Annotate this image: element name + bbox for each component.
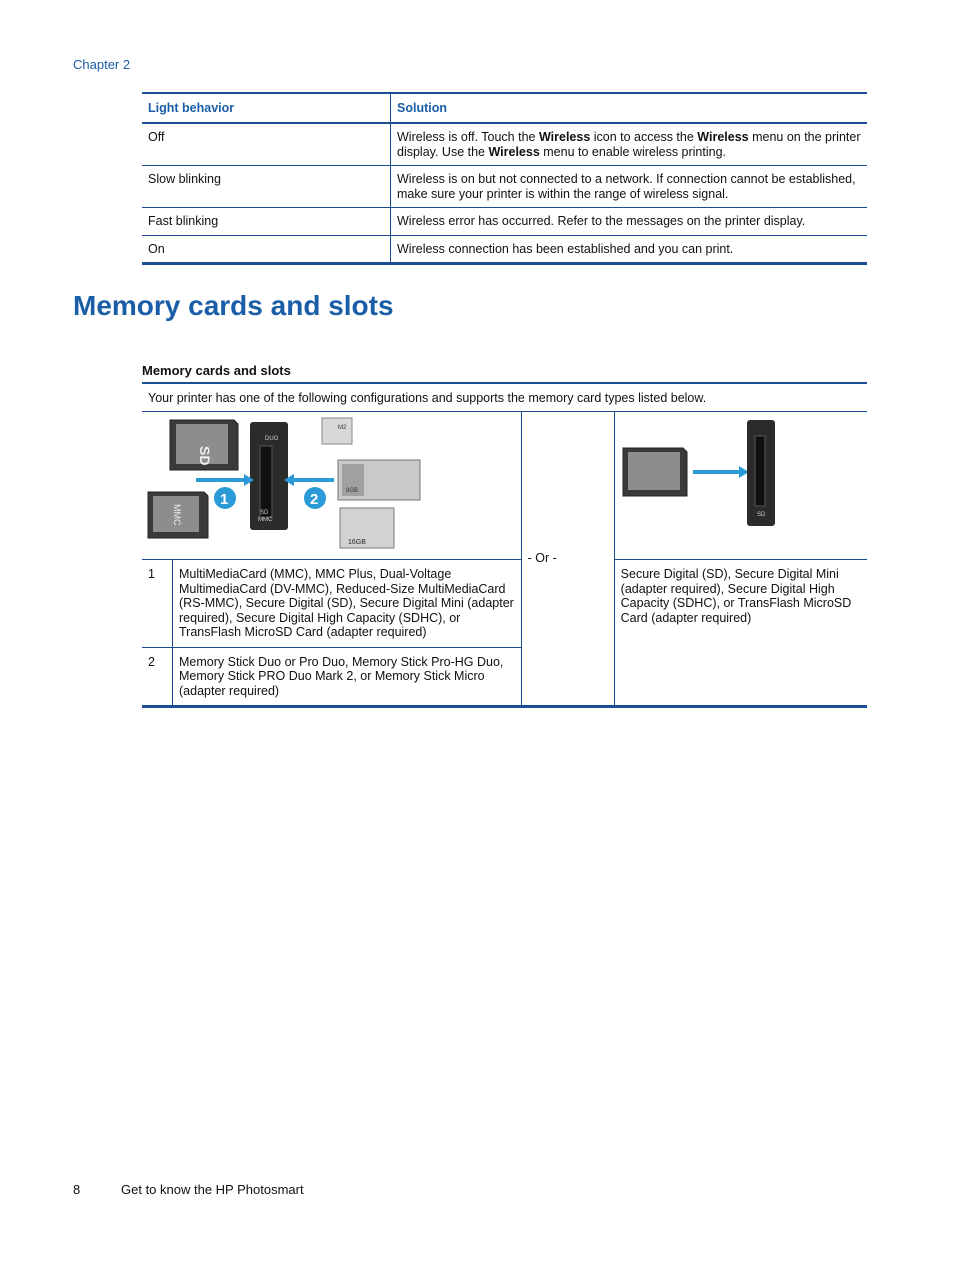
sd-card-image	[170, 420, 238, 470]
table-caption: Memory cards and slots	[142, 363, 291, 378]
table-row	[142, 235, 867, 264]
svg-text:M2: M2	[338, 424, 347, 431]
solution-cell: Wireless is off. Touch the Wireless icon to access the Wireless menu on the printer display. Use the Wireless menu to enable wireless printing.	[391, 123, 868, 166]
memory-slots-illustration-1	[142, 412, 520, 556]
footer-text: Get to know the HP Photosmart	[121, 1182, 304, 1197]
row-description: MultiMediaCard (MMC), MMC Plus, Dual-Voltage MultimediaCard (DV-MMC), Reduced-Size MultiMediaCard (RS-MMC), Secure Digital (SD), Secure Digital Mini (adapter required), Secure Digital High Capacity (SDHC), or TransFlash MicroSD Card (adapter required)	[173, 560, 522, 648]
svg-text:2: 2	[310, 490, 319, 508]
card-slot-image	[747, 420, 775, 526]
behavior-cell: Off	[142, 123, 391, 166]
table-row	[142, 208, 867, 236]
behavior-cell: On	[142, 235, 391, 264]
behavior-cell: Fast blinking	[142, 208, 391, 236]
svg-text:SD: SD	[197, 445, 213, 465]
memory-cards-table	[142, 382, 867, 708]
or-separator: - Or -	[521, 411, 614, 707]
row-number: 1	[142, 560, 173, 648]
solution-cell: Wireless error has occurred. Refer to the messages on the printer display.	[391, 208, 868, 236]
svg-text:DUO: DUO	[265, 435, 279, 442]
light-behavior-table	[142, 92, 867, 265]
memory-slots-illustration-2	[615, 412, 867, 556]
section-title: Memory cards and slots	[73, 290, 394, 321]
svg-text:16GB: 16GB	[348, 538, 366, 546]
col-header-light-behavior: Light behavior	[142, 93, 391, 123]
arrow-icon	[693, 466, 749, 478]
intro-text: Your printer has one of the following configurations and supports the memory card types listed below.	[142, 383, 867, 411]
card-slot-image	[250, 422, 288, 530]
page-number: 8	[73, 1182, 81, 1197]
illustration-left-cell	[142, 411, 521, 560]
table-header-row	[142, 93, 867, 123]
mmc-card-image	[148, 492, 208, 538]
svg-text:SD: SD	[756, 511, 765, 518]
chapter-label: Chapter 2	[73, 57, 131, 72]
callout-2	[304, 487, 326, 509]
solution-cell: Wireless connection has been established and you can print.	[391, 235, 868, 264]
memory-stick-pro-duo-image	[340, 508, 394, 548]
arrow-1-icon	[196, 474, 254, 486]
svg-text:SD: SD	[260, 509, 269, 516]
memory-stick-micro-image	[322, 418, 352, 444]
sd-card-image	[623, 448, 687, 496]
svg-text:1: 1	[220, 490, 229, 508]
table-row	[142, 123, 867, 166]
col-header-solution: Solution	[391, 93, 868, 123]
svg-text:MMC: MMC	[258, 516, 273, 523]
right-description: Secure Digital (SD), Secure Digital Mini (adapter required), Secure Digital High Capacity (SDHC), or TransFlash MicroSD Card (adapter required)	[614, 560, 867, 707]
illustration-right-cell	[614, 411, 867, 560]
svg-text:8GB: 8GB	[346, 487, 359, 494]
svg-text:MMC: MMC	[172, 503, 182, 525]
arrow-2-icon	[284, 474, 334, 486]
row-number: 2	[142, 647, 173, 707]
row-description: Memory Stick Duo or Pro Duo, Memory Stick Pro-HG Duo, Memory Stick PRO Duo Mark 2, or Memory Stick Micro (adapter required)	[173, 647, 522, 707]
callout-1	[214, 487, 236, 509]
solution-cell: Wireless is on but not connected to a network. If connection cannot be established, make sure your printer is within the range of wireless signal.	[391, 166, 868, 208]
behavior-cell: Slow blinking	[142, 166, 391, 208]
table-row	[142, 166, 867, 208]
memory-stick-duo-image	[338, 460, 420, 500]
